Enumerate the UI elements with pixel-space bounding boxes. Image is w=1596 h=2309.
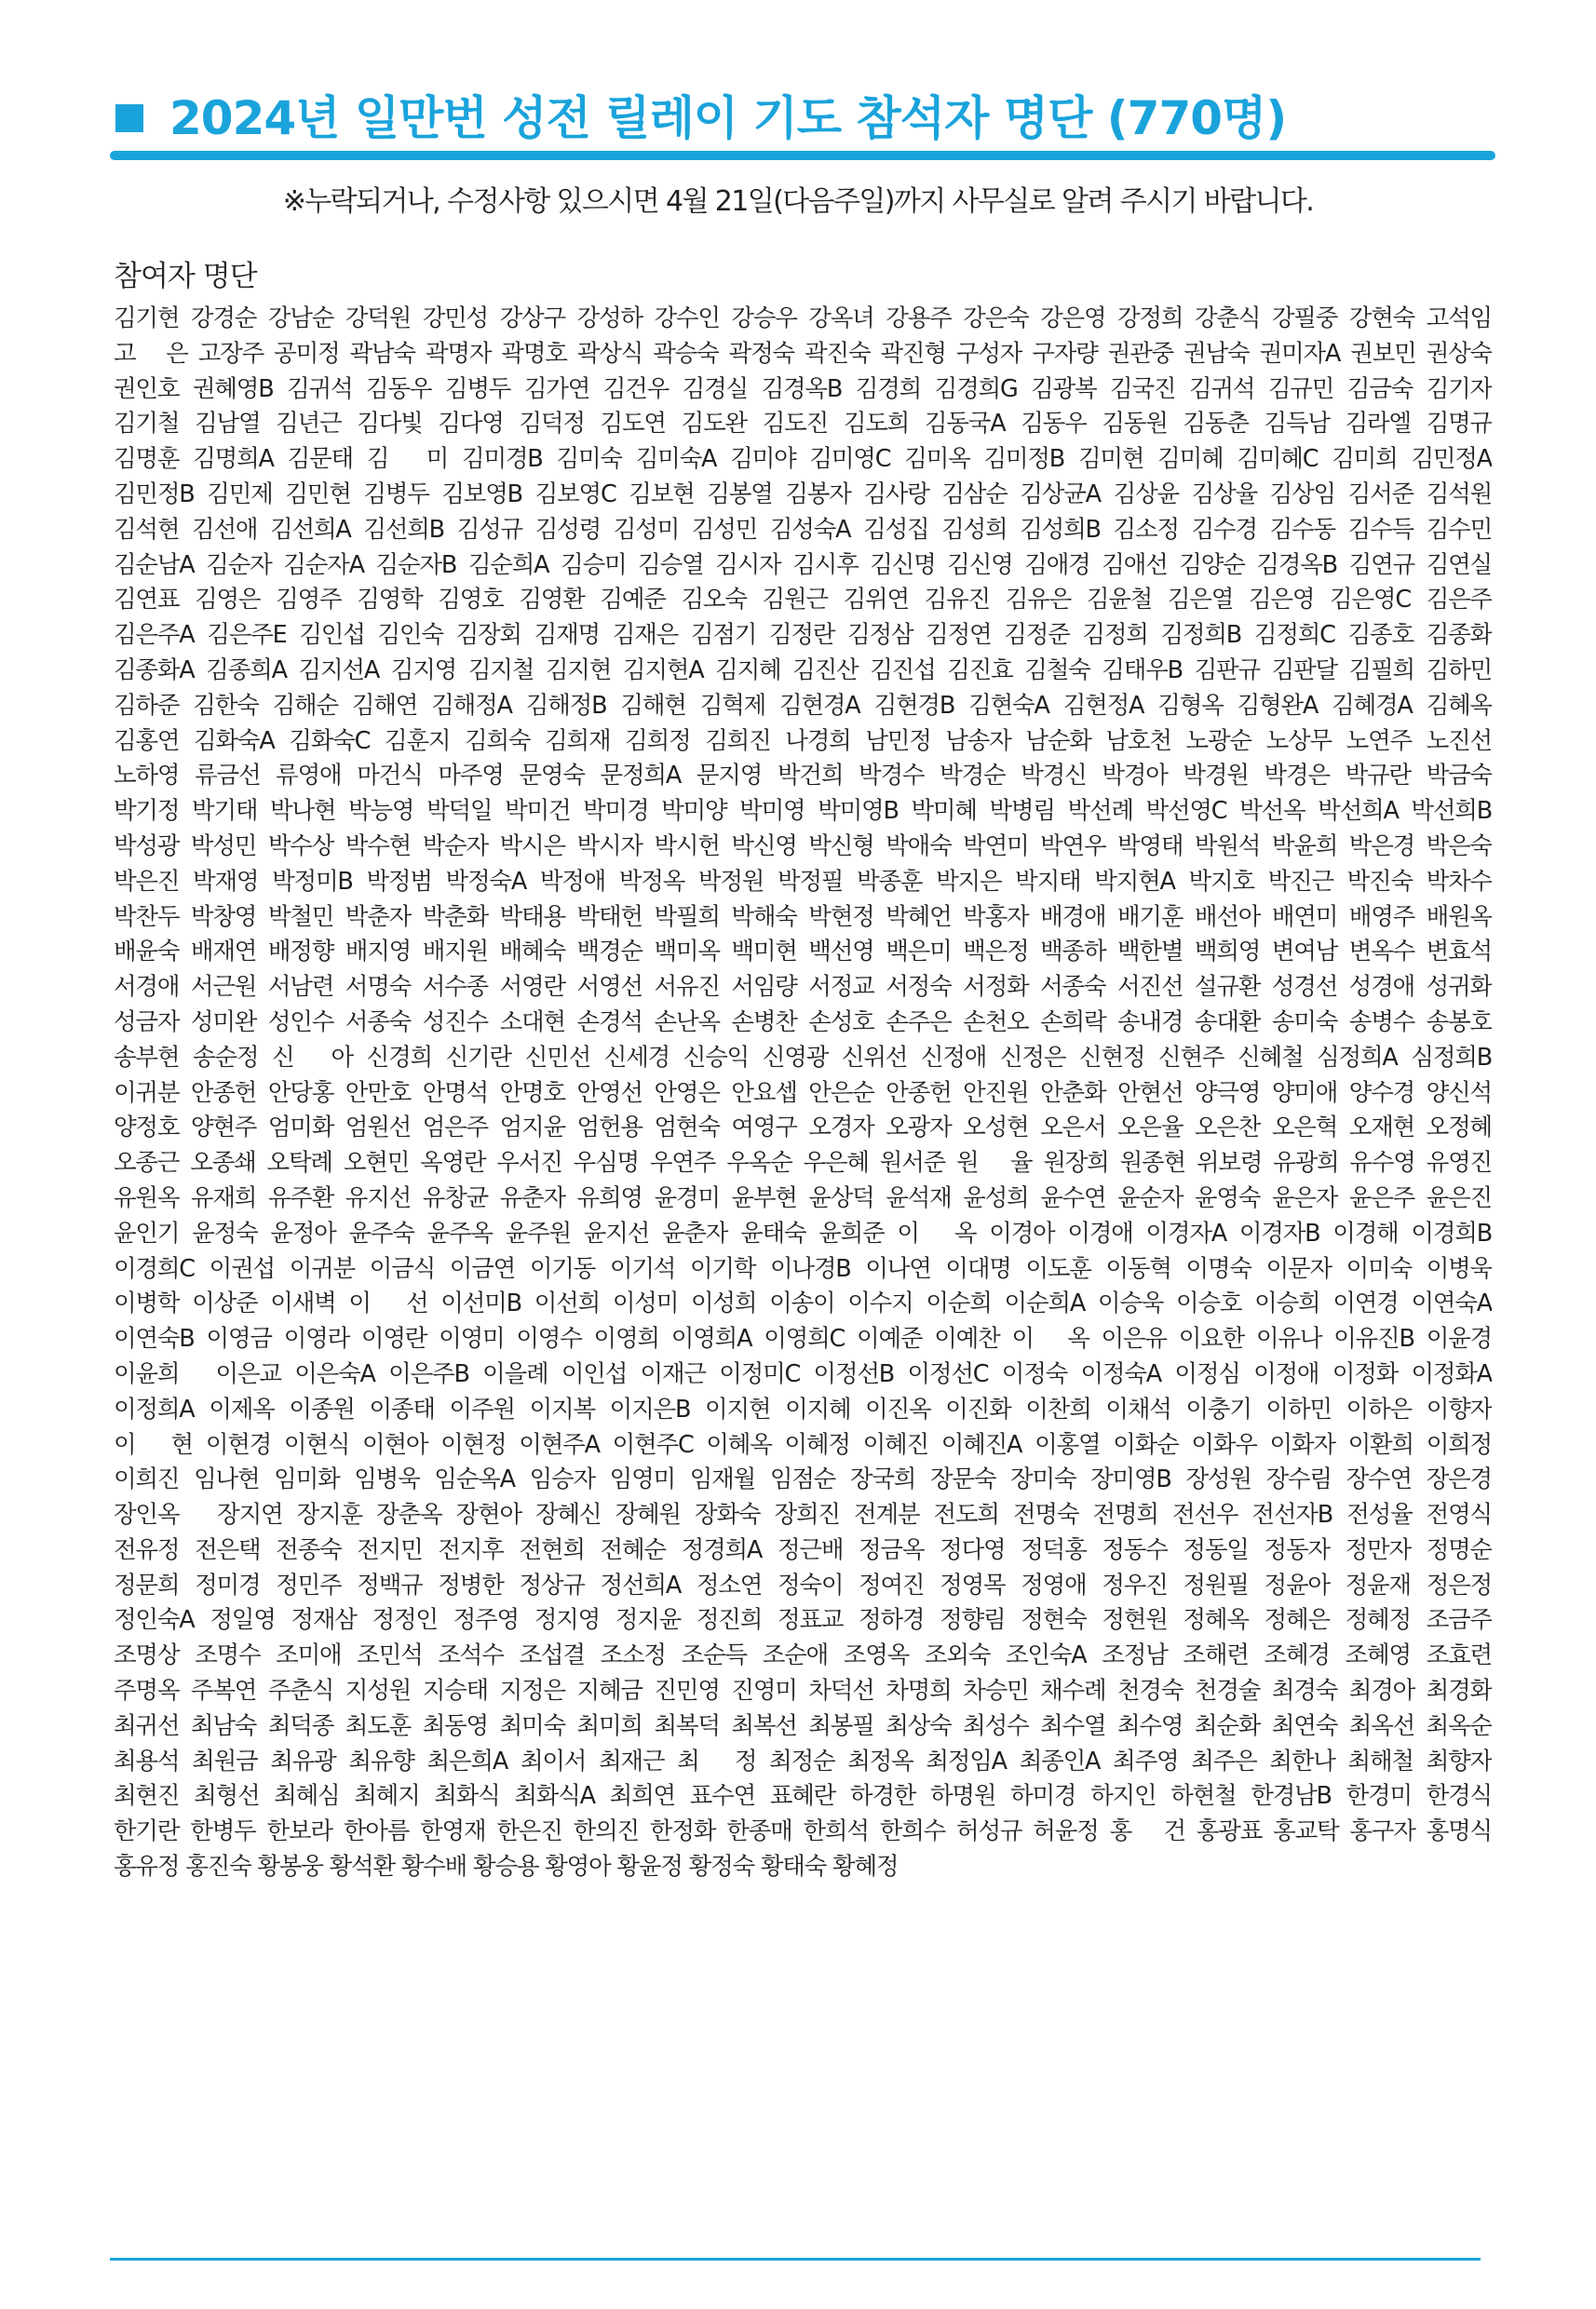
name-line: 김은주A 김은주E 김인섭 김인숙 김장회 김재명 김재은 김점기 김정란 김정삼 김정연 김정준 김정희 김정희B 김정희C 김종호 김종화 [114,621,1492,650]
title-bullet-square [115,104,143,132]
name-line: 정문희 정미경 정민주 정백규 정병한 정상규 정선희A 정소연 정숙이 정여진 정영목 정영애 정우진 정원필 정윤아 정윤재 정은정 [114,1571,1492,1600]
name-line: 이정희A 이제옥 이종원 이종태 이주원 이지복 이지은B 이지현 이지혜 이진옥 이진화 이찬희 이채석 이충기 이하민 이하은 이향자 [114,1395,1492,1424]
title-underline [110,151,1495,160]
name-line: 한기란 한병두 한보라 한아름 한영재 한은진 한의진 한정화 한종매 한희석 한희수 허성규 허윤정 홍 건 홍광표 홍교탁 홍구자 홍명식 [114,1817,1492,1846]
name-line: 전유정 전은택 전종숙 전지민 전지후 전현희 전혜순 정경희A 정근배 정금옥 정다영 정덕홍 정동수 정동일 정동자 정만자 정명순 [114,1535,1492,1564]
name-line: 송부현 송순정 신 아 신경희 신기란 신민선 신세경 신승익 신영광 신위선 신정애 신정은 신현정 신현주 신혜철 심정희A 심정희B [114,1043,1492,1072]
name-line: 이경희C 이권섭 이귀분 이금식 이금연 이기동 이기석 이기학 이나경B 이나연 이대명 이도훈 이동혁 이명숙 이문자 이미숙 이병욱 [114,1254,1492,1283]
name-line: 이병학 이상준 이새벽 이 선 이선미B 이선희 이성미 이성희 이송이 이수지 이순희 이순희A 이승욱 이승호 이승희 이연경 이연숙A [114,1290,1492,1318]
name-line: 박은진 박재영 박정미B 박정범 박정숙A 박정애 박정옥 박정원 박정필 박종훈 박지은 박지태 박지현A 박지호 박진근 박진숙 박차수 [114,867,1492,896]
name-line: 김기현 강경순 강남순 강덕원 강민성 강상구 강성하 강수인 강승우 강옥녀 강용주 강은숙 강은영 강정희 강춘식 강필중 강현숙 고석임 [114,304,1492,332]
name-line: 이 현 이현경 이현식 이현아 이현정 이현주A 이현주C 이혜옥 이혜정 이혜진 이혜진A 이홍열 이화순 이화우 이화자 이환희 이희정 [114,1430,1492,1459]
notice-text: ※누락되거나, 수정사항 있으시면 4월 21일(다음주일)까지 사무실로 알려 주시기 바랍니다. [282,185,1314,218]
name-line: 홍유정 홍진숙 황봉웅 황석환 황수배 황승용 황영아 황윤정 황정숙 황태숙 황혜정 [114,1853,899,1882]
name-line: 윤인기 윤정숙 윤정아 윤주숙 윤주옥 윤주원 윤지선 윤춘자 윤태숙 윤희준 이 옥 이경아 이경애 이경자A 이경자B 이경해 이경희B [114,1219,1492,1248]
name-line: 주명옥 주복연 주춘식 지성원 지승태 지정은 지혜금 진민영 진영미 차덕선 차명희 차승민 채수례 천경숙 천경술 최경숙 최경아 최경화 [114,1677,1492,1706]
page-title: 2024년 일만번 성전 릴레이 기도 참석자 명단 (770명) [169,91,1287,145]
name-line: 김하준 김한숙 김해순 김해연 김해정A 김해정B 김해현 김혁제 김현경A 김현경B 김현숙A 김현정A 김형옥 김형완A 김혜경A 김혜옥 [114,691,1492,720]
name-line: 최귀선 최남숙 최덕종 최도훈 최동영 최미숙 최미희 최복덕 최복선 최봉필 최상숙 최성수 최수열 최수영 최순화 최연숙 최옥선 최옥순 [114,1711,1492,1740]
name-line: 최용석 최원금 최유광 최유향 최은희A 최이서 최재근 최 정 최정순 최정옥 최정임A 최종인A 최주영 최주은 최한나 최해철 최향자 [114,1747,1492,1776]
name-line: 이희진 임나현 임미화 임병욱 임순옥A 임승자 임영미 임재월 임점순 장국희 장문숙 장미숙 장미영B 장성원 장수림 장수연 장은경 [114,1465,1492,1494]
name-line: 유원옥 유재희 유주환 유지선 유창균 유춘자 유희영 윤경미 윤부현 윤상덕 윤석재 윤성희 윤수연 윤순자 윤영숙 윤은자 윤은주 윤은진 [114,1183,1492,1212]
name-line: 서경애 서근원 서남련 서명숙 서수종 서영란 서영선 서유진 서임량 서정교 서정숙 서정화 서종숙 서진선 설규환 성경선 성경애 성귀화 [114,973,1492,1002]
name-line: 고 은 고장주 공미정 곽남숙 곽명자 곽명호 곽상식 곽승숙 곽정숙 곽진숙 곽진형 구성자 구자량 권관중 권남숙 권미자A 권보민 권상숙 [114,339,1492,368]
name-line: 배윤숙 배재연 배정향 배지영 배지원 배혜숙 백경순 백미옥 백미현 백선영 백은미 백은정 백종하 백한별 백희영 변여남 변옥수 변효석 [114,938,1492,966]
name-line: 박성광 박성민 박수상 박수현 박순자 박시은 박시자 박시헌 박신영 박신형 박애숙 박연미 박연우 박영태 박원석 박윤희 박은경 박은숙 [114,831,1492,860]
name-line: 박기정 박기태 박나현 박능영 박덕일 박미건 박미경 박미양 박미영 박미영B 박미혜 박병림 박선례 박선영C 박선옥 박선희A 박선희B [114,797,1492,826]
name-line: 장인옥 장지연 장지훈 장춘옥 장현아 장혜신 장혜원 장화숙 장희진 전계분 전도희 전명숙 전명희 전선우 전선자B 전성율 전영식 [114,1501,1492,1530]
name-line: 김종화A 김종희A 김지선A 김지영 김지철 김지현 김지현A 김지혜 김진산 김진섭 김진효 김철숙 김태우B 김판규 김판달 김필희 김하민 [114,655,1492,684]
name-line: 노하영 류금선 류영애 마건식 마주영 문영숙 문정희A 문지영 박건희 박경수 박경순 박경신 박경아 박경원 박경은 박규란 박금숙 [114,762,1492,790]
name-line: 김홍연 김화숙A 김화숙C 김훈지 김희숙 김희재 김희정 김희진 나경희 남민정 남송자 남순화 남호천 노광순 노상무 노연주 노진선 [114,726,1492,755]
name-line: 박찬두 박창영 박철민 박춘자 박춘화 박태용 박태헌 박필희 박해숙 박현정 박혜언 박홍자 배경애 배기훈 배선아 배연미 배영주 배원옥 [114,902,1492,931]
name-line: 이윤희 이은교 이은숙A 이은주B 이을례 이인섭 이재근 이정미C 이정선B 이정선C 이정숙 이정숙A 이정심 이정애 이정화 이정화A [114,1359,1492,1388]
name-line: 양정호 양현주 엄미화 엄원선 엄은주 엄지윤 엄헌용 엄현숙 여영구 오경자 오광자 오성현 오은서 오은율 오은찬 오은혁 오재현 오정혜 [114,1114,1492,1142]
name-line: 김기철 김남열 김년근 김다빛 김다영 김덕정 김도연 김도완 김도진 김도희 김동국A 김동우 김동원 김동춘 김득남 김라엘 김명규 [114,410,1492,439]
name-line: 성금자 성미완 성인수 서종숙 성진수 소대현 손경석 손난옥 손병찬 손성호 손주은 손천오 손희락 송내경 송대환 송미숙 송병수 송봉호 [114,1007,1492,1036]
name-line: 이연숙B 이영금 이영라 이영란 이영미 이영수 이영희 이영희A 이영희C 이예준 이예찬 이 옥 이은유 이요한 이유나 이유진B 이윤경 [114,1325,1492,1354]
name-line: 오종근 오종쇄 오탁례 오현민 옥영란 우서진 우심명 우연주 우옥순 우은혜 원서준 원 율 원장희 원종현 위보령 유광희 유수영 유영진 [114,1149,1492,1178]
name-line: 김석현 김선애 김선희A 김선희B 김성규 김성령 김성미 김성민 김성숙A 김성집 김성희 김성희B 김소정 김수경 김수동 김수득 김수민 [114,515,1492,544]
name-line: 김순남A 김순자 김순자A 김순자B 김순희A 김승미 김승열 김시자 김시후 김신명 김신영 김애경 김애선 김양순 김경옥B 김연규 김연실 [114,550,1492,579]
name-line: 김연표 김영은 김영주 김영학 김영호 김영환 김예준 김오숙 김원근 김위연 김유진 김유은 김윤철 김은열 김은영 김은영C 김은주 [114,586,1492,614]
name-line: 김명훈 김명희A 김문태 김 미 김미경B 김미숙 김미숙A 김미야 김미영C 김미옥 김미정B 김미현 김미혜 김미혜C 김미희 김민정A [114,445,1492,474]
name-line: 이귀분 안종헌 안당홍 안만호 안명석 안명호 안영선 안영은 안요셉 안은순 안종헌 안진원 안춘화 안현선 양극영 양미애 양수경 양신석 [114,1078,1492,1107]
name-line: 최현진 최형선 최혜심 최혜지 최화식 최화식A 최희연 표수연 표혜란 하경한 하명원 하미경 하지인 하현철 한경남B 한경미 한경식 [114,1782,1492,1811]
page-header [115,86,1494,151]
bottom-divider [110,2258,1481,2261]
name-line: 조명상 조명수 조미애 조민석 조석수 조섭결 조소정 조순득 조순애 조영옥 조외숙 조인숙A 조정남 조해련 조혜경 조혜영 조효련 [114,1641,1492,1670]
name-line: 권인호 권혜영B 김귀석 김동우 김병두 김가연 김건우 김경실 김경옥B 김경희 김경희G 김광복 김국진 김귀석 김규민 김금숙 김기자 [114,374,1492,403]
participant-name-list [114,302,1492,1885]
name-line: 김민정B 김민제 김민현 김병두 김보영B 김보영C 김보현 김봉열 김봉자 김사랑 김삼순 김상균A 김상윤 김상율 김상임 김서준 김석원 [114,479,1492,508]
name-line: 정인숙A 정일영 정재삼 정정인 정주영 정지영 정지윤 정진희 정표교 정하경 정향림 정현숙 정현원 정혜옥 정혜은 정혜정 조금주 [114,1606,1492,1635]
section-heading: 참여자 명단 [114,260,257,293]
